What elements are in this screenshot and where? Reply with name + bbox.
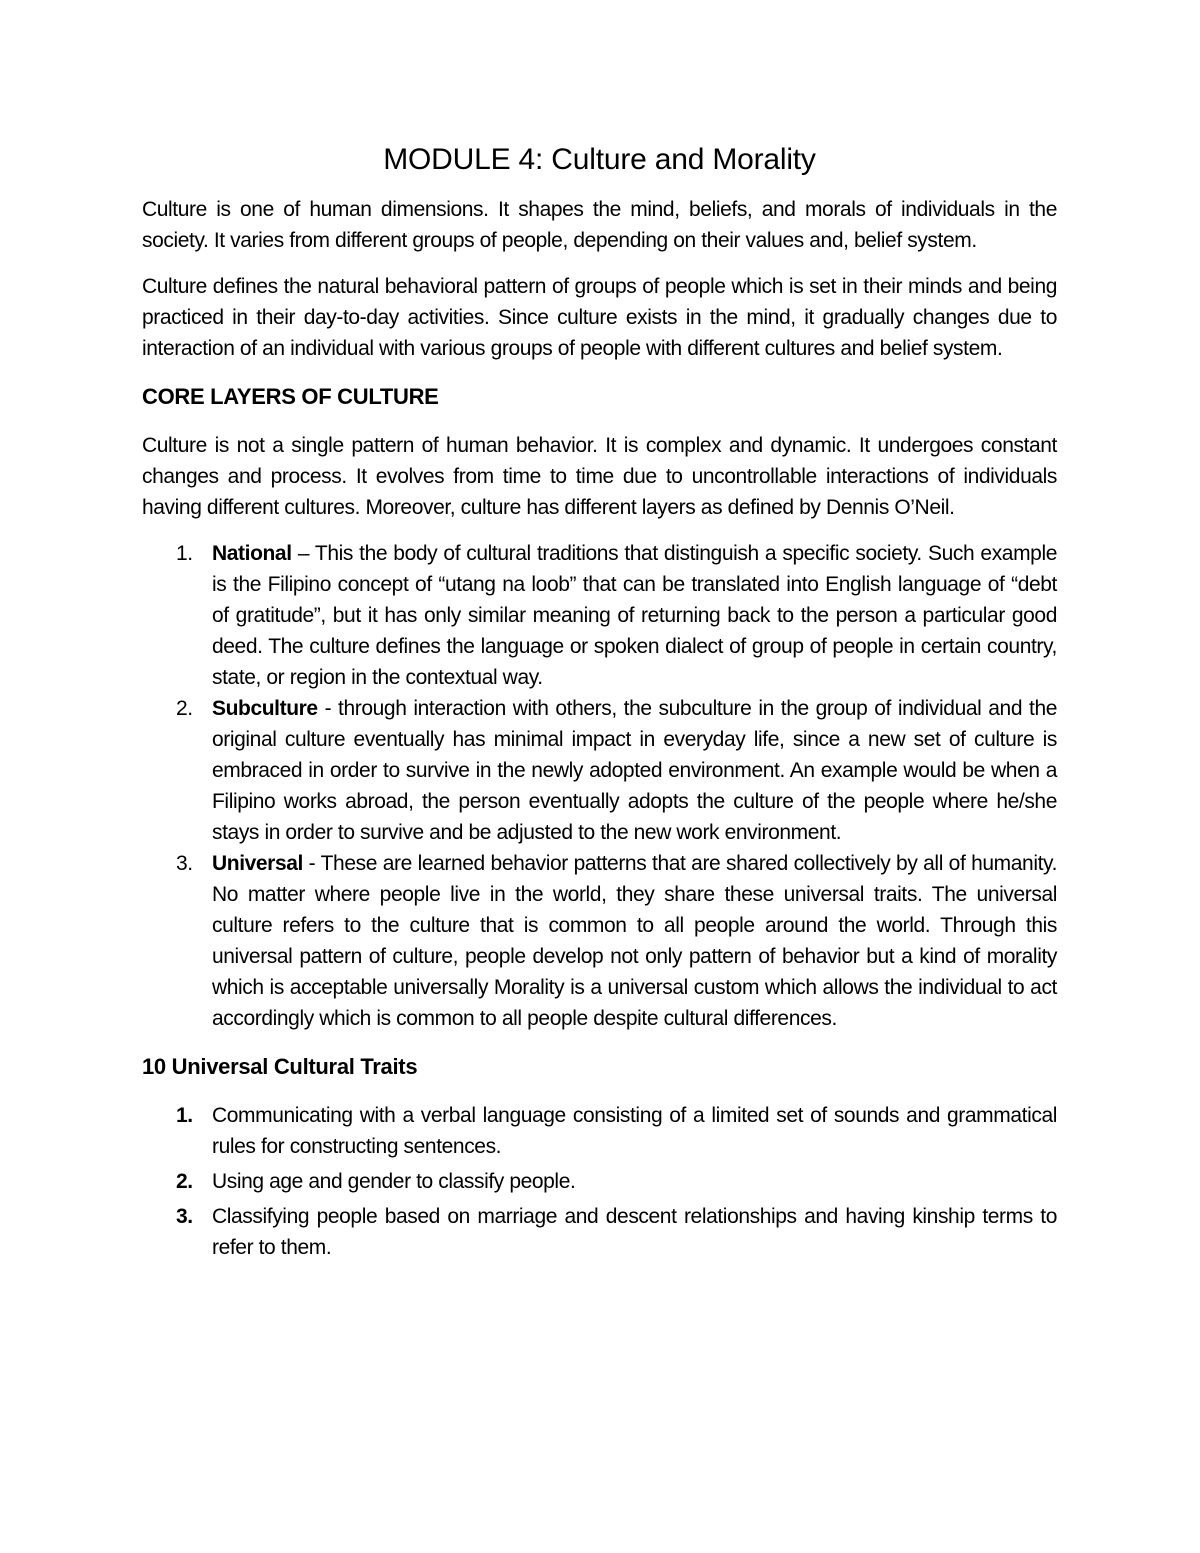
list-item-number: 3. <box>176 1205 193 1228</box>
list-item-text: Using age and gender to classify people. <box>212 1170 576 1193</box>
list-item <box>142 1166 1057 1197</box>
list-item-text: Communicating with a verbal language consisting of a limited set of sounds and grammatical rules for constructing sentences. <box>212 1104 1057 1158</box>
list-item-text: - through interaction with others, the subculture in the group of individual and the original culture eventually has minimal impact in everyday life, since a new set of culture is embraced in order to survive in the newly adopted environment. An example would be when a Filipino works abroad, the person eventually adopts the culture of the people where he/she stays in order to survive and be adjusted to the new work environment. <box>212 697 1057 844</box>
list-item-term: Subculture <box>212 697 318 720</box>
list-item <box>142 1100 1057 1162</box>
document-page <box>142 140 1057 1267</box>
list-item-text: – This the body of cultural traditions that distinguish a specific society. Such example is the Filipino concept of “utang na loob” that can be translated into English language of “debt of gratitude”, but it has only similar meaning of returning back to the person a particular good deed. The culture defines the language or spoken dialect of group of people in certain country, state, or region in the contextual way. <box>212 542 1057 689</box>
list-item-text: Classifying people based on marriage and descent relationships and having kinship terms to refer to them. <box>212 1205 1057 1259</box>
page-title: MODULE 4: Culture and Morality <box>383 143 816 176</box>
traits-heading: 10 Universal Cultural Traits <box>142 1054 418 1079</box>
traits-list <box>142 1100 1057 1263</box>
list-item <box>142 848 1057 1034</box>
list-item-number: 3. <box>176 852 193 875</box>
list-item-text: - These are learned behavior patterns that are shared collectively by all of humanity. No matter where people live in the world, they share these universal traits. The universal culture refers to the culture that is common to all people around the world. Through this universal pattern of culture, people develop not only pattern of behavior but a kind of morality which is acceptable universally Morality is a universal custom which allows the individual to act accordingly which is common to all people despite cultural differences. <box>212 852 1057 1030</box>
list-item <box>142 693 1057 848</box>
intro-paragraph-2: Culture defines the natural behavioral pattern of groups of people which is set in their minds and being practiced in their day-to-day activities. Since culture exists in the mind, it gradually changes due to interaction of an individual with various groups of people with different cultures and belief system. <box>142 275 1057 360</box>
list-item-term: Universal <box>212 852 303 875</box>
list-item-number: 1. <box>176 1104 193 1127</box>
list-item <box>142 538 1057 693</box>
core-layers-list <box>142 538 1057 1034</box>
list-item-number: 2. <box>176 1170 193 1193</box>
core-layers-heading: CORE LAYERS OF CULTURE <box>142 384 439 409</box>
list-item-number: 2. <box>176 697 193 720</box>
intro-paragraph-1: Culture is one of human dimensions. It shapes the mind, beliefs, and morals of individuals in the society. It varies from different groups of people, depending on their values and, belief system. <box>142 198 1057 252</box>
list-item <box>142 1201 1057 1263</box>
core-layers-paragraph: Culture is not a single pattern of human behavior. It is complex and dynamic. It undergoes constant changes and process. It evolves from time to time due to uncontrollable interactions of individuals having different cultures. Moreover, culture has different layers as defined by Dennis O’Neil. <box>142 434 1057 519</box>
list-item-number: 1. <box>176 542 193 565</box>
list-item-term: National <box>212 542 292 565</box>
